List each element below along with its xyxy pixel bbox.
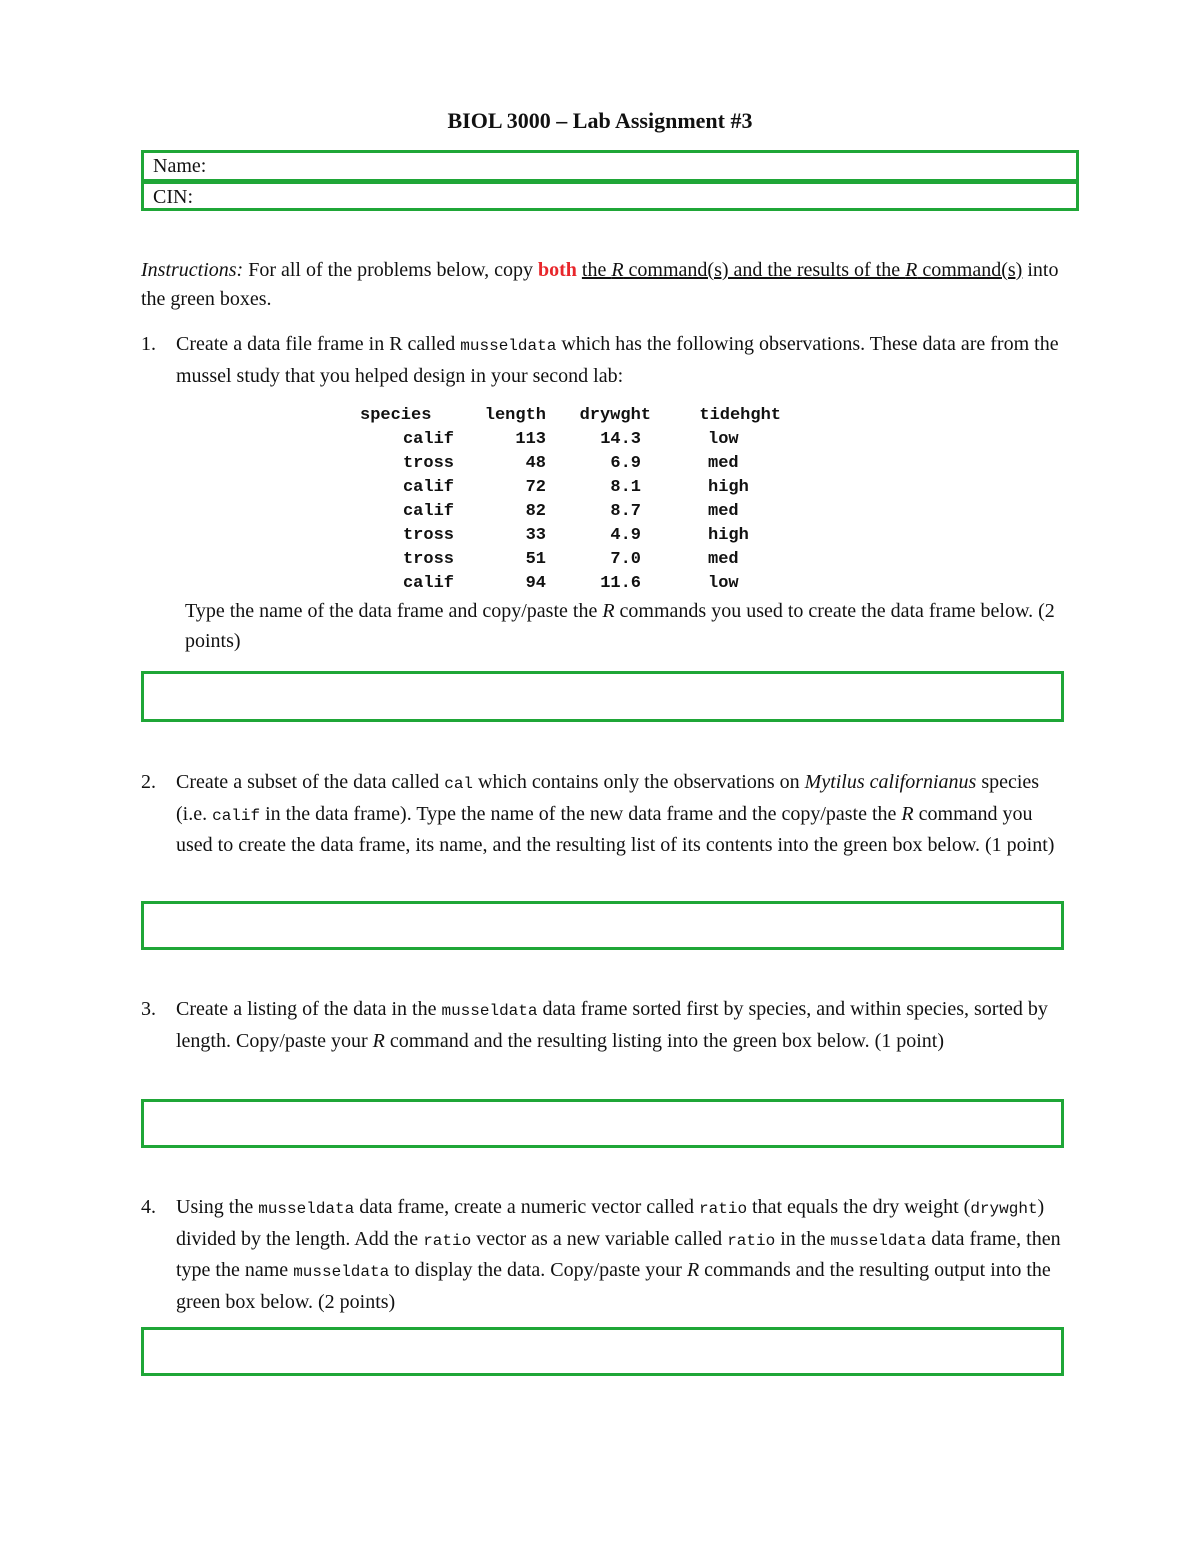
instructions-emphasis: both — [537, 259, 577, 281]
table-row — [360, 475, 781, 499]
table-cell: 113 — [515, 429, 546, 449]
instructions — [141, 256, 1061, 314]
q4-text: ) divided by the length. Add the — [176, 1196, 1045, 1250]
table-cell: high — [708, 525, 749, 545]
table-cell: 7.0 — [610, 549, 641, 569]
table-cell: 94 — [525, 573, 546, 593]
page-title: BIOL 3000 – Lab Assignment #3 — [447, 108, 753, 133]
table-cell: high — [708, 477, 749, 497]
answer-box-3[interactable] — [141, 1099, 1064, 1148]
q3-text: data frame sorted first by species, and within species, sorted by length. Copy/paste your — [176, 998, 1048, 1052]
table-cell: 82 — [525, 501, 546, 521]
table-row — [360, 499, 781, 523]
q4-code: drywght — [970, 1200, 1038, 1218]
q4-text: to display the data. Copy/paste your — [389, 1259, 687, 1281]
table-cell: calif — [402, 501, 454, 521]
q4-r: R — [686, 1259, 700, 1281]
question-number: 4. — [141, 1196, 156, 1218]
table-cell: 6.9 — [610, 453, 641, 473]
q3-text: command and the resulting listing into the green box below. (1 point) — [384, 1029, 945, 1052]
question-3 — [141, 995, 1071, 1056]
q4-code: ratio — [727, 1231, 776, 1250]
table-row — [360, 571, 781, 595]
table-cell: 11.6 — [600, 573, 641, 593]
q1-text: Create a data file frame in R called — [176, 333, 461, 355]
table-cell: med — [708, 501, 739, 521]
table-cell: tross — [402, 525, 454, 545]
q4-code: musseldata — [830, 1231, 927, 1250]
answer-box-1[interactable] — [141, 671, 1064, 722]
q2-code: cal — [444, 775, 474, 793]
mussel-data-table — [360, 403, 781, 595]
table-cell: low — [708, 429, 739, 449]
instructions-text: For all of the problems below, copy — [243, 259, 538, 281]
question-number: 2. — [141, 771, 156, 793]
name-field[interactable] — [141, 150, 1079, 182]
table-body — [360, 427, 781, 595]
q4-code: musseldata — [293, 1263, 390, 1281]
cin-label: CIN: — [153, 186, 193, 208]
q2-text: species (i.e. — [176, 771, 1040, 825]
q1-text-end: which has the following observations. These data are from the mussel study that you helped design in your second lab: — [176, 333, 1059, 387]
q4-code: ratio — [699, 1200, 748, 1218]
question-number: 3. — [141, 998, 156, 1020]
q3-text: Create a listing of the data in the — [176, 998, 442, 1020]
q4-text: data frame, create a numeric vector called — [354, 1196, 700, 1218]
table-cell: 8.7 — [610, 501, 641, 521]
instructions-lead: Instructions: — [141, 259, 244, 281]
q4-text: commands and the resulting output into the green box below. (2 points) — [176, 1259, 1051, 1313]
column-header: drywght — [579, 405, 651, 425]
q4-text: Using the — [176, 1196, 259, 1218]
q3-code: musseldata — [441, 1002, 538, 1020]
column-header: tidehght — [699, 405, 781, 425]
table-cell: tross — [402, 549, 454, 569]
q4-code: musseldata — [258, 1200, 355, 1218]
q1-code: musseldata — [460, 337, 557, 355]
q2-r: R — [901, 802, 914, 825]
table-cell: 8.1 — [610, 477, 641, 497]
q4-text: in the — [775, 1227, 831, 1250]
q4-text: data frame, then type the name — [176, 1227, 1061, 1281]
answer-box-2[interactable] — [141, 901, 1064, 950]
q2-text: which contains only the observations on — [473, 771, 805, 793]
name-label: Name: — [153, 155, 207, 177]
table-cell: 4.9 — [610, 525, 641, 545]
q2-text: command you used to create the data frame, its name, and the resulting list of its contents into the green box below. (1 point) — [176, 802, 1055, 856]
table-cell: low — [708, 573, 739, 593]
question-number: 1. — [141, 333, 156, 355]
instructions-underlined: the R command(s) and the results of the R command(s) — [581, 259, 1023, 281]
table-row — [360, 547, 781, 571]
answer-box-4[interactable] — [141, 1327, 1064, 1376]
q4-text: vector as a new variable called — [471, 1227, 728, 1250]
q1-followup: Type the name of the data frame and copy/paste the R commands you used to create the data frame below. (2 points) — [185, 600, 1055, 652]
q4-text: that equals the dry weight ( — [747, 1196, 971, 1218]
q2-text: Create a subset of the data called — [176, 771, 445, 793]
table-row — [360, 451, 781, 475]
q2-text: in the data frame). Type the name of the new data frame and the copy/paste the — [260, 802, 902, 825]
table-header-row — [360, 403, 781, 427]
q4-code: ratio — [423, 1231, 472, 1250]
question-4 — [141, 1193, 1071, 1317]
question-2 — [141, 768, 1071, 861]
table-row — [360, 523, 781, 547]
table-cell: calif — [402, 573, 454, 593]
table-cell: tross — [402, 453, 454, 473]
q2-code: calif — [212, 806, 261, 825]
question-1 — [141, 330, 1071, 391]
table-row — [360, 427, 781, 451]
table-cell: 14.3 — [600, 429, 641, 449]
table-cell: med — [708, 453, 739, 473]
column-header: species — [360, 405, 432, 425]
instructions-tail: into the green boxes. — [141, 259, 1059, 310]
table-cell: 72 — [525, 477, 546, 497]
table-cell: calif — [402, 429, 454, 449]
table-cell: med — [708, 549, 739, 569]
cin-field[interactable] — [141, 181, 1079, 211]
table-cell: 33 — [525, 525, 546, 545]
table-cell: calif — [402, 477, 454, 497]
q2-species: Mytilus californianus — [804, 771, 977, 793]
table-cell: 48 — [525, 453, 546, 473]
table-cell: 51 — [525, 549, 546, 569]
column-header: length — [484, 405, 546, 425]
q3-r: R — [372, 1029, 385, 1052]
